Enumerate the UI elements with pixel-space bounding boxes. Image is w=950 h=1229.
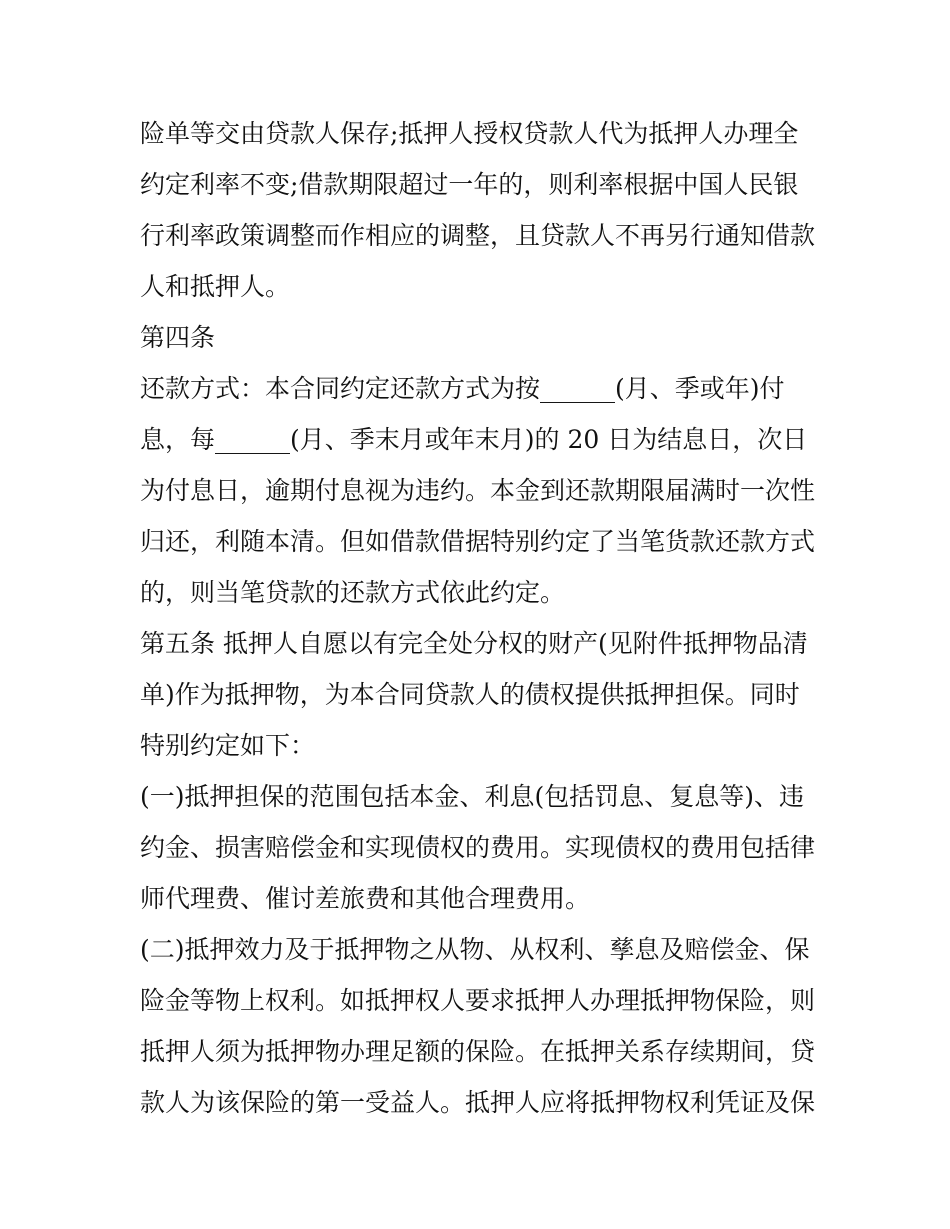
text-line: 归还，利随本清。但如借款借据特别约定了当笔货款还款方式 — [140, 527, 816, 556]
text-line: (二)抵押效力及于抵押物之从物、从权利、孳息及赔偿金、保 — [140, 935, 810, 964]
text-line: 行利率政策调整而作相应的调整，且贷款人不再另行通知借款 — [140, 221, 816, 250]
text-line: 为付息日，逾期付息视为违约。本金到还款期限届满时一次性 — [140, 476, 816, 505]
text-line: 抵押人须为抵押物办理足额的保险。在抵押关系存续期间，贷 — [140, 1037, 816, 1066]
text-line: 第五条 抵押人自愿以有完全处分权的财产(见附件抵押物品清 — [140, 629, 808, 658]
text-line: 人和抵押人。 — [140, 272, 291, 301]
text-line: (一)抵押担保的范围包括本金、利息(包括罚息、复息等)、违 — [140, 782, 805, 811]
text-line: 约金、损害赔偿金和实现债权的费用。实现债权的费用包括律 — [140, 833, 816, 862]
document-body — [140, 108, 820, 1128]
text-line: 师代理费、催讨差旅费和其他合理费用。 — [140, 884, 591, 913]
text-line: 息，每______(月、季末月或年末月)的 20 日为结息日，次日 — [140, 425, 808, 454]
text-line: 还款方式：本合同约定还款方式为按______(月、季或年)付 — [140, 374, 785, 403]
text-line: 险金等物上权利。如抵押权人要求抵押人办理抵押物保险，则 — [140, 986, 816, 1015]
text-line: 特别约定如下： — [140, 731, 316, 760]
text-line: 款人为该保险的第一受益人。抵押人应将抵押物权利凭证及保 — [140, 1088, 816, 1117]
article-heading: 第四条 — [140, 323, 216, 352]
text-line: 险单等交由贷款人保存;抵押人授权贷款人代为抵押人办理全 — [140, 119, 799, 148]
text-line: 的，则当笔贷款的还款方式依此约定。 — [140, 578, 566, 607]
text-line: 单)作为抵押物，为本合同贷款人的债权提供抵押担保。同时 — [140, 680, 800, 709]
text-line: 约定利率不变;借款期限超过一年的，则利率根据中国人民银 — [140, 170, 799, 199]
